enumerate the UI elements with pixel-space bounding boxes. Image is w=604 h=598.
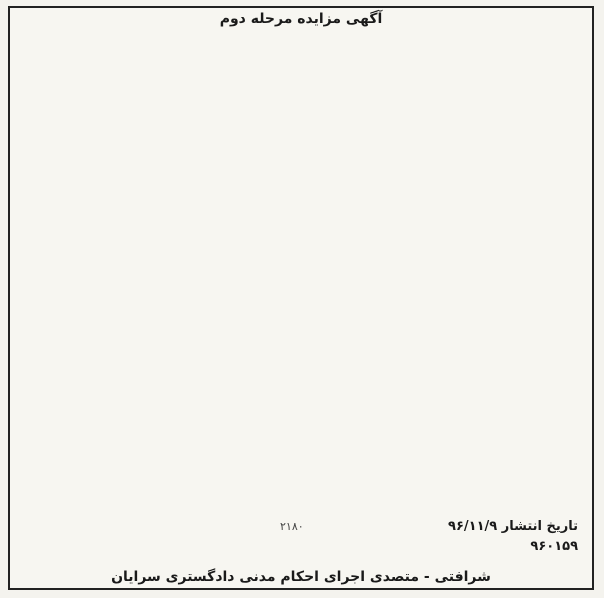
body-line xyxy=(18,30,584,49)
body-line xyxy=(18,290,584,309)
body-line xyxy=(18,216,584,235)
body-line xyxy=(18,309,584,328)
body-line xyxy=(18,402,584,421)
body-line xyxy=(18,67,584,86)
body-line xyxy=(18,142,584,161)
body-line xyxy=(18,49,584,68)
body-line xyxy=(18,383,584,402)
body-line xyxy=(18,123,584,142)
body-line xyxy=(18,235,584,254)
body-line xyxy=(18,476,584,495)
body-line xyxy=(18,439,584,458)
body-line xyxy=(18,253,584,272)
reference-number: ۹۶۰۱۵۹ xyxy=(530,539,578,554)
notice-title: آگهی مزایده مرحله دوم xyxy=(219,11,383,27)
body-line xyxy=(18,86,584,105)
body-line xyxy=(18,458,584,477)
body-line xyxy=(18,104,584,123)
body-line xyxy=(18,272,584,291)
body-line xyxy=(18,160,584,179)
notice-body xyxy=(18,30,584,495)
notice-frame xyxy=(8,6,594,590)
body-line xyxy=(18,197,584,216)
body-line xyxy=(18,179,584,198)
body-line xyxy=(18,365,584,384)
body-line xyxy=(18,420,584,439)
body-line xyxy=(18,346,584,365)
publish-date: تاریخ انتشار ۹۶/۱۱/۹ xyxy=(448,519,578,534)
signature-line: شرافتی - متصدی اجرای احکام مدنی دادگستری سرایان xyxy=(111,569,491,585)
page-mark: ۲۱۸۰ xyxy=(280,520,304,533)
body-line xyxy=(18,328,584,347)
